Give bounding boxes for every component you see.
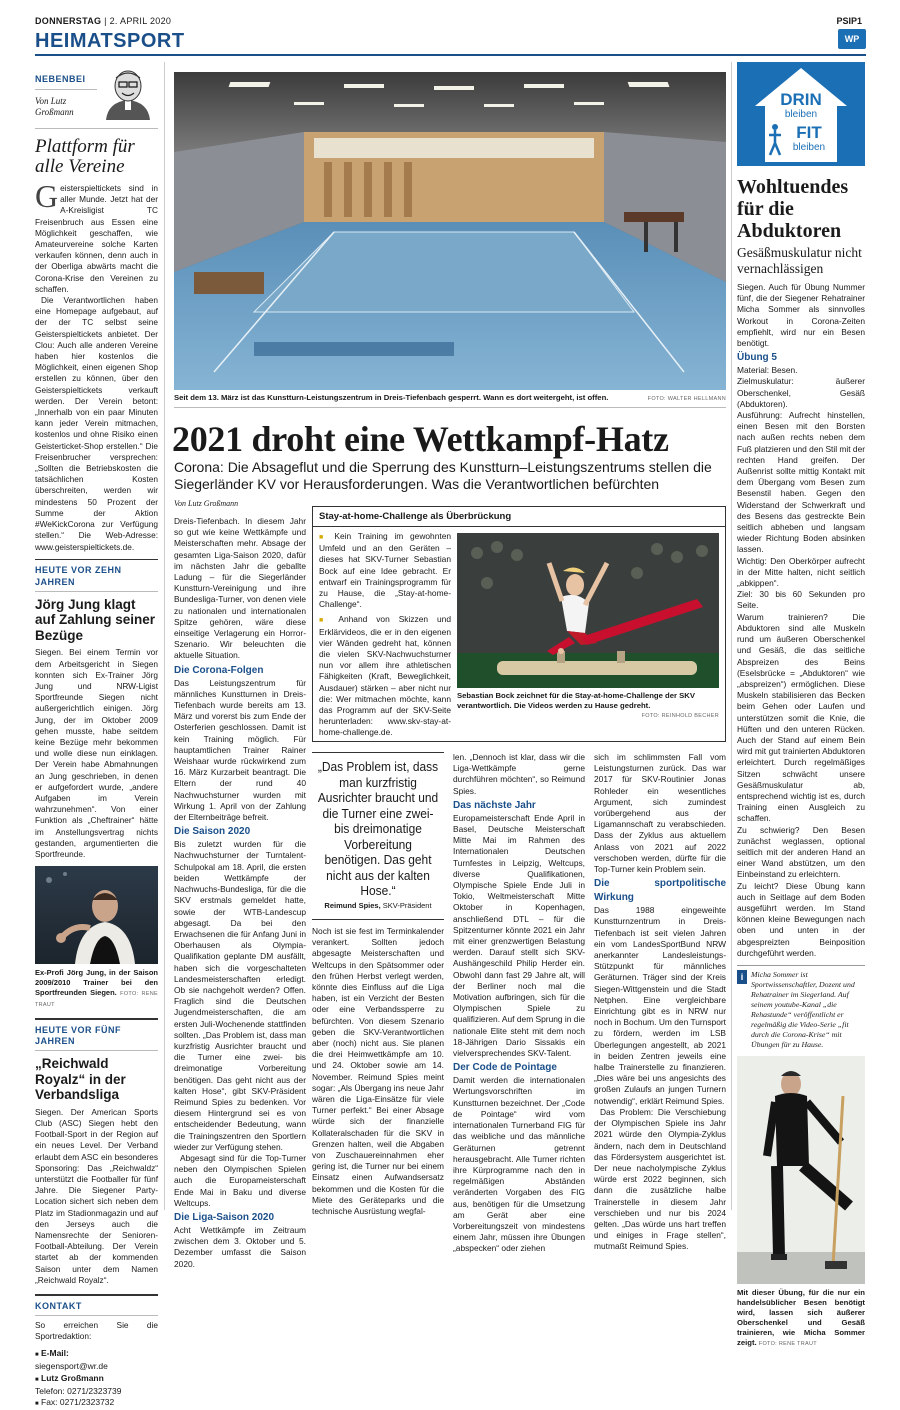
paragraph: Das Leistungszentrum für männliches Kunstturnen in Dreis-Tiefenbach wurde bereits am 13. März und vorerst bis zum Ende der Osterferien geschlossen. Damit ist kein Training möglich. Für hauptamtlichen Trainer Rainer Weishaar wurde rückwirkend zum 16. März Kurzarbeit beantragt. Die Eltern der rund 40 Nachwuchsturner wurden mit Wirkung 1. April von der Zahlung der Elternbeiträge befreit. [174,677,306,823]
paragraph: Europameisterschaft Ende April in Basel, Deutsche Meisterschaft Mitte Mai im Rahmen des Internationalen Deutschen Turnfestes in Leipzig, Weltcups, diverse Qualifikationen, Olympische Spiele Ende Juli in Tokio, Weltmeisterschaft Mitte Oktober in Kopenhagen, anschließend DTL – für die Spitzenturner könnte 2021 ein Jahr mit einer grenzwertigen Belastung werden. Darauf stellt sich SKV-Aushängeschild Philip Herder ein. Obwohl dann fast 29 Jahre alt, will der Berliner noch mal die Motivation aufbringen, sich für die Olympischen Spiele zu qualifizieren. Auf dem Sprung in die nationale Elite steht mit dem noch 18-Jährigen Dario Sissakis ein vielversprechendes SKV-Talent. [453,812,585,1059]
contact-name: Lutz Großmann [41,1372,104,1383]
phone-number: Telefon: 0271/2323739 [35,1385,122,1396]
paragraph: Das Problem: Die Verschiebung der Olympischen Spiele ins Jahr 2021 würde den Olympia-Zyklus ändern, nach dem in Deutschland das Fördersystem ausgerichtet ist. Der neue nacholympische Zyklus würde erst 2022 beginnen, sich dann die zusätzliche halbe Trainerstelle in diesem Jahr verschieben und nur bis 2024 gelten. „Das würde uns hart treffen und einiges in Frage stellen“, mutmaßt Reimund Spies. [594,1106,726,1252]
main-headline: 2021 droht eine Wettkampf-Hatz [172,419,669,459]
fuenf-jahren-text: Siegen. Der American Sports Club (ASC) Siegen hebt den Football-Sport in der Region auf ein neues Level. Der Verband erlaubt dem ASC ein besonderes Sponsoring: Das „Reichwaldz“ unterstützt die Footballer für fünf Jahre. Die Siegener Party-Location sichert sich neben dem Platz im Stadionmagazin und auf den Jerseys auch die Namensrechte der Senioren-Football-Abteilung. Der Verein startet ab der kommenden Saison unter dem Namen „Reichwald Royalz“. [35,1106,158,1285]
fax-number: Fax: 0271/2323732 [41,1397,115,1408]
paragraph: Damit werden die internationalen Wertungsvorschriften im Kunstturnen bezeichnet. Der „Code de Pointage“ wird vom internationalen Turnerband FIG für das weibliche und das männliche Geräturnen getrennt herausgebracht. Alle Turner richten ihre Kürprogramme nach den in regelmäßigen Abständen veränderten Vorgaben des FIG aus, benötigen für die Umsetzung am Gerät aber eine Vorbereitungszeit von mindestens einem Jahr, müssen ihre Übungen „abspecken“ oder ziehen [453,1075,585,1254]
masthead-day: DONNERSTAG [35,16,102,26]
main-byline: Von Lutz Großmann [174,499,239,508]
author-portrait [98,62,158,120]
nebenbei-title: Plattform für alle Vereine [35,136,135,177]
photo-caption: Mit dieser Übung, für die nur ein handelsüblicher Besen benötigt wird, lassen sich äußerer Oberschenkel und Gesäß trainieren, wie Micha Sommer zeigt. [737,1287,865,1347]
zehn-jahren-text: Siegen. Bei einem Termin vor dem Arbeitsgericht in Siegen konnten sich Ex-Trainer Jörg Jung und NRW-Ligist Sportfreunde Siegen nicht außergerichtlich einigen. Jörg Jung, der im Oktober 2009 gehen musste, habe seitdem keine Bezüge mehr bekommen und wolle diese nun einklagen. Der Verein habe Abmahnungen an Jung geschrieben, in denen er aufgefordert wurde, „andere Aufgaben im Verein wahrzunehmen“. Von einer Funktion als „Cheftrainer“ hätte im Anstellungsvertrag nichts gestanden, argumentierten die Sportfreunde. [35,647,158,859]
portrait-sketch [98,62,158,120]
paragraph: Noch ist sie fest im Terminkalender verankert. Sollten jedoch abgesagte Meisterschaften und Weltcups in den Spätsommer oder den frühen Herbst verlegt werden, könnte dies Einfluss auf die Liga haben, ist ein Verzicht der Besten oder eine Verbandssperre zu befürchten. Von diesem Szenario geben die SKV-Verantwortlichen aber (noch) nicht aus. Sie planen die drei Heimwettkämpfe am 10. und 24. Oktober sowie am 14. November. Reimund Spies meint sogar: „Als Übergang ins neue Jahr wären die Liga-Einsätze für viele Turner perfekt.“ Bei einer Absage würde sich der finanzielle Kollateralschaden für die SKV in Grenzen halten, weil die Abgaben von Zuschauereinnahmen eher gering ist, die Turner nur bei einem Einsatz einen Aufwandsersatz bekommen und die Kosten für die Miete des Geräteparks und die technische Ausrüstung wegfal- [312,926,444,1217]
fit-subtitle: Gesäßmuskulatur nicht vernachlässigen [737,245,862,276]
article-column-2 [312,926,444,1217]
zehn-jahren-kicker: HEUTE VOR ZEHN JAHREN [35,565,122,587]
bullet-icon: ■ [35,1376,39,1383]
name-row [35,1373,158,1386]
gymnastics-hall-image [174,72,726,390]
bleiben-label-2: bleiben [792,142,826,153]
divider [35,591,158,592]
paragraph: Acht Wettkämpfe im Zeitraum zwischen dem 3. Oktober und 5. Dezember umfasst die Saison 2020. [174,1224,306,1269]
zehn-jahren-title: Jörg Jung klagt auf Zahlung seiner Bezüge [35,596,156,643]
photo-caption: Sebastian Bock zeichnet für die Stay-at-home-Challenge der SKV verantwortlich. Die Videos werden zu Hause gedreht. [457,691,695,710]
nebenbei-text [35,178,158,553]
email-link[interactable]: siegensport@wr.de [35,1361,108,1372]
main-photo-caption: Seit dem 13. März ist das Kunstturn-Leistungszentrum in Dreis-Tiefenbach gesperrt. Wann es dort weitergeht, ist offen. [174,393,609,402]
paragraph: Dreis-Tiefenbach. In diesem Jahr so gut wie keine Wettkämpfe und Meisterschaften mehr. Absage der gesamten Liga-Saison 2020, dafür im nächsten Jahr die geballte Ladung – für die Siegerländer Kunstturn-Vereinigung und ihre Bundesliga-Turner, von denen viele zu nationalen und internationalen Spitze gehören, wäre diese einseitige Verlagerung ein Horror-Szenario. Wir beleuchten die aktuelle Situation. [174,516,306,661]
subheading: Der Code de Pointage [453,1062,557,1074]
kontakt-details [35,1348,158,1410]
fit-text [737,282,865,959]
drin-fit-logo [737,62,865,166]
bullet-icon: ■ [319,617,330,625]
paragraph: Zu schwierig? Den Besen zunächst weglassen, optional seitlich mit der anderen Hand an einer Wand abstützen, um den Einbeinstand zu erleichtern. [737,824,865,880]
stay-paragraph-1 [319,531,451,610]
column-divider [164,62,165,1210]
drop-cap: G [35,178,59,214]
paragraph: Zu leicht? Diese Übung kann auch in Seitlage auf dem Boden ausgeführt werden. Im Stand können kleine Bewegungen nach oben und unten in der abgespreizten Beinposition durchgeführt werden. [737,880,865,958]
kontakt-kicker: KONTAKT [35,1300,82,1311]
email-row [35,1348,158,1361]
article-column-3 [453,752,585,1255]
quote-author: Reimund Spies, [324,900,381,910]
info-box [737,965,865,1050]
bullet-icon: ■ [319,534,328,541]
section-title: HEIMATSPORT [35,30,185,52]
fuenf-jahren-kicker: HEUTE VOR FÜNF JAHREN [35,1024,122,1046]
author-byline: Von Lutz Großmann [35,96,74,118]
left-column [35,62,158,1410]
stay-paragraph-2 [319,614,451,738]
quote-attribution [312,901,444,910]
article-column-4 [594,752,726,1253]
divider [35,559,158,561]
kontakt-intro: So erreichen Sie die Sportredaktion: [35,1319,158,1341]
paragraph: Anhand von Skizzen und Erklärvideos, die er in den eigenen vier Wänden gedreht hat, können die vielen SKV-Nachwuchsturner nun vor allem ihre athletischen Fähigkeiten (Kraft, Beweglichkeit, Ausdauer) stärken – aber nicht nur die: Wer mitmachen möchte, kann das Programm auf der SKV-Seite herunterladen: www.skv-stay-at-home-challenge.de. [319,614,451,738]
paragraph: Das 1988 eingeweihte Kunstturnzentrum in Dreis-Tiefenbach ist seit vielen Jahren ein vom LandesSportBund NRW anerkannter Landesleistungs-Stützpunkt für männliches Geräturnen. Träger sind der Kreis Siegen-Wittgenstein und die Stadt Netphen. Eine vergleichbare Einrichtung gibt es in NRW nur noch in Bochum. Um den Turnsport zu fördern, werden im LSB Überlegungen angestellt, ab 2021 in beiden Zentren jeweils eine halbe Trainerstelle zu finanzieren. „Dies wäre bei uns angesichts des großen Zulaufs an jungen Turnern notwendig“, erklärt Reimund Spies. [594,905,726,1106]
fuenf-jahren-title: „Reichwald Royalz“ in der Verbandsliga [35,1056,126,1103]
divider [35,128,158,129]
paragraph: sich im schlimmsten Fall vom Leistungsturnen zurück. Das war 2017 für SKV-Routinier Jonas Rohleder ein wesentliches Argument, sich zumindest vorübergehend aus der Ligamannschaft zu verabschieden. Dass der Zyklus aus aktuellem Anlass von 2021 auf 2022 verschoben werden, dürfte für die Top-Turner kein Problem sein. [594,752,726,875]
subheading: Übung 5 [737,352,777,364]
paragraph: Kein Training im gewohnten Umfeld und an den Geräten – dieses hat SKV-Turner Sebastian Bock auf eine Idee gebracht. Er entwarf ein Trainingsprogramm für zu Hause, die „Stay-at-home-Challenge“. [319,531,452,610]
right-column [737,62,865,1349]
stay-photo-caption [457,691,719,721]
divider [35,1315,158,1316]
main-subheadline: Corona: Die Absageflut und die Sperrung des Kunstturn–Leistungszentrums stellen die Siegerländer KV vor Herausforderungen. Was die Verantwortlichen befürchten [174,459,712,492]
subheading: Die sportpolitische Wirkung [594,878,726,904]
zehn-jahren-caption [35,968,158,1010]
photo-credit: FOTO: RENE TRAUT [758,1340,817,1347]
nebenbei-kicker: NEBENBEI [35,74,86,84]
page-code: PSIP1 [836,16,862,26]
nebenbei-paragraph: eisterspieltickets sind in aller Munde. Jetzt hat der A-Kreisligist TC Freisenbruch aus Essen eine Möglichkeit geschaffen, wie Amateurvereine solche Karten verkaufen können, denn auch in der Oberliga abwärts macht die Corona-Krise den Vereinen zu schaffen. [35,183,158,294]
quote-role: SKV-Präsident [382,900,432,910]
photo-credit: FOTO: RENE TRAUT [35,991,158,1009]
divider [35,89,97,90]
paragraph: Material: Besen. [737,365,798,376]
stay-box-title: Stay-at-home-Challenge als Überbrückung [313,507,725,527]
paragraph: Warum trainieren? Die Abduktoren sind alle Muskeln rund um äußeren Oberschenkel und Gesäß, die das seitliche Abspreizen des Beins (Eselsbrücke = „Abduktoren“ wie „abspreizen“) ermöglichen. Diese Muskeln stabilisieren das Becken beim Gehen oder Laufen und unterstützen somit die Knie, die Hüften und den unteren Rücken. Auch der Stand auf einem Bein wird mit gut trainierten Abduktoren erleichtert. Durch regelmäßiges Sitzen schwächt unsere Gesäßmuskulatur ab, entsprechend wichtig ist es, durch Training einen Ausgleich zu schaffen. [737,611,865,824]
quote-box [312,752,444,920]
photo-caption: Ex-Profi Jörg Jung, in der Saison 2009/2010 Trainer bei den Sportfreunden Siegen. [35,968,158,998]
divider [35,1294,158,1296]
gym-hall-photo [174,72,726,390]
stay-at-home-box [312,506,726,742]
main-photo-caption-row [174,393,726,402]
fit-label: FIT [796,123,822,142]
coach-photo [35,866,158,964]
column-divider [731,62,732,1210]
paragraph: len. „Dennoch ist klar, dass wir die Liga-Wettkämpfe gerne durchführen möchten“, so Reimund Spies. [453,752,585,796]
pull-quote: „Das Problem ist, dass man kurzfristig Ausrichter braucht und die Turner eine zwei- bis dreimonatige Vorbereitung benötigen. Das geht nicht aus der kalten Hose.“ [317,759,439,898]
fit-photo-caption [737,1288,865,1349]
pommel-horse-image [457,533,719,688]
masthead-date-text: 2. APRIL 2020 [109,16,172,26]
bullet-icon: ■ [35,1352,39,1359]
divider [35,1050,158,1051]
fit-title: Wohltuendes für die Abduktoren [737,176,849,242]
subheading: Die Corona-Folgen [174,664,264,676]
bullet-icon: ■ [35,1401,39,1408]
paragraph: Bis zuletzt wurden für die Nachwuchsturner der Turntalent-Schulpokal am 18. April, die ersten beiden Wettkämpfe der Nachwuchs-Bundesliga, für die die SKV erstmals gemeldet hatte, sowie der WTB-Landescup abgesagt. Da bei den Erwachsenen die für Anfang Juni in Oberhausen als Olympia-Qualifikation geplante DM ausfällt, haben sich die vorgeschalteten Landesmeisterschaften erledigt. Ob sie nachgeholt werden? Offen. Fraglich sind die Deutschen Jugendmeisterschaften, die am ersten Juli-Wochenende stattfinden sollten. „Das Problem ist, dass man kurzfristig Ausrichter braucht und die Turner eine zwei- bis dreimonatige Vorbereitung benötigen. Das geht nicht aus der kalten Hose“, gibt SKV-Präsident Reimund Spies zu bedenken. Vor diesem Hintergrund sei es von entscheidender Bedeutung, wann die Trainingszentren den Sportlern wieder zur Verfügung stehen. [174,839,306,1152]
paragraph: Ziel: 30 bis 60 Sekunden pro Seite. [737,589,865,611]
masthead-date: DONNERSTAG | 2. APRIL 2020 [35,16,172,26]
paragraph: Siegen. Auch für Übung Nummer fünf, die der Siegener Rehatrainer Micha Sommer als sinnvolles Workout in Corona-Zeiten empfiehlt, wird nur ein Besen benötigt. [737,282,865,349]
newspaper-logo: WP [838,29,866,49]
main-photo-credit: FOTO: WALTER HELLMANN [647,396,726,402]
bleiben-label-1: bleiben [784,109,818,120]
paragraph: Zielmuskulatur: äußerer Oberschenkel, Gesäß (Abduktoren). [737,376,865,409]
paragraph: Ausführung: Aufrecht hinstellen, einen Besen mit den Borsten nach außen rechts neben dem Fuß platzieren und den Stil mit der rechten Hand greifen. Der Außenrist sollte mittig Kontakt mit dem Übergang vom Besen zum Besenstil haben. Gegen den Widerstand der Schwerkraft und des Besens das gestreckte Bein seitlich abheben und langsam wieder Richtung Boden absinken lassen. [737,410,866,555]
info-icon: i [737,970,747,984]
subheading: Die Liga-Saison 2020 [174,1211,275,1223]
exercise-image [737,1056,865,1284]
subheading: Die Saison 2020 [174,826,251,838]
gymnast-photo [457,533,719,688]
nebenbei-paragraph-2: Die Verantwortlichen haben eine Homepage aufgebaut, auf der der TC selbst seine Geisterspieltickets anbietet. Der Clou: Auch alle anderen Vereine haben hier kostenlos die Möglichkeit, einen eigenen Shop erstellen zu können, über den Geisterspieltickets verkauft werden. Der Verein betont: „Innerhalb von ein paar Minuten kann jeder Verein mitmachen, kostenlos und ohne Risiko einen Geisterticket-Shop erstellen.“ Die Freisenbrucher versprechen: „Sollten die Betriebskosten die tatsächlichen Kosten überschreiten, werden wir mindestens 50 Prozent der Summe der Aktion #WeKickCorona zur Verfügung stellen.“ Die Web-Adresse: www.geisterspieltickets.de. [35,295,158,552]
joerg-jung-photo [35,866,158,964]
paragraph: Wichtig: Den Oberkörper aufrecht in der Mitte halten, nicht seitlich „abkippen“. [737,555,865,589]
drin-label: DRIN [780,90,822,109]
photo-credit: FOTO: REINHOLD BECHER [641,713,719,719]
fax-row [35,1397,158,1410]
divider [174,407,726,408]
article-column-1 [174,516,306,1270]
paragraph: Abgesagt sind für die Top-Turner neben den Olympischen Spielen auch die Europameisterschaft Ende Mai in Baku und diverse Weltcups. [174,1152,306,1208]
stay-box-text [319,531,451,739]
broom-exercise-photo [737,1056,865,1284]
email-label: E-Mail: [41,1348,69,1359]
divider [35,1018,158,1020]
subheading: Das nächste Jahr [453,799,536,811]
masthead-rule [35,54,866,56]
info-text: Micha Sommer ist Sportwissenschaftler, Dozent und Rehatrainer im Siegerland. Auf seinem youtube-Kanal „die Rehastunde“ veröffentlicht er regelmäßig die Video-Serie „fit durch die Corona-Krise“ mit Übungen für zu Hause. [751,969,855,1049]
